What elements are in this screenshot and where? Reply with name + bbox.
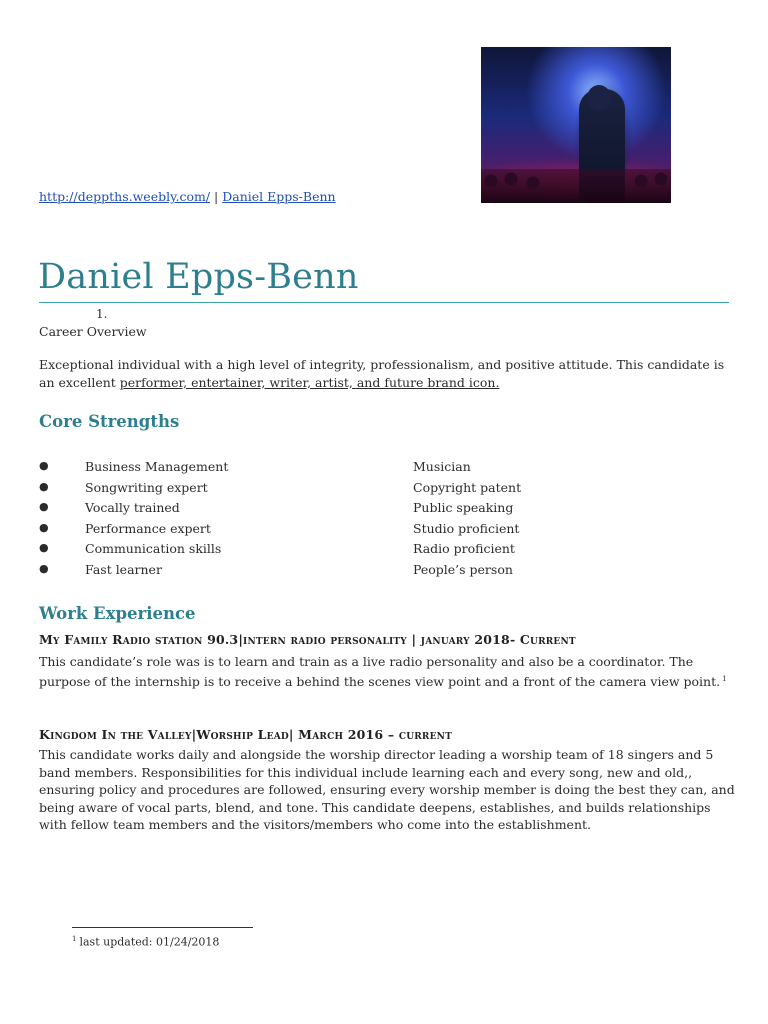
strength-left: Songwriting expert [85,480,208,495]
list-item [39,459,739,479]
strength-left: Vocally trained [85,500,180,515]
strength-right: Studio proficient [413,521,520,536]
footnote-number: 1 [72,935,77,943]
bullet-icon: ● [39,500,49,513]
strength-left: Business Management [85,459,229,474]
title-divider [39,302,729,303]
footnote [72,935,219,949]
career-overview-text-plain: Exceptional individual with a high level of integrity, professionalism, and positive attitude. This candidate is an excellent [39,357,725,390]
name-link[interactable]: Daniel Epps-Benn [222,189,336,204]
strength-right: Radio proficient [413,541,515,556]
strength-right: People’s person [413,562,513,577]
crowd-silhouette [481,169,671,203]
strength-left: Fast learner [85,562,162,577]
footnote-text: last updated: 01/24/2018 [79,935,220,949]
website-link[interactable]: http://deppths.weebly.com/ [39,189,211,204]
bullet-icon: ● [39,562,49,575]
job-description-text: This candidate’s role was is to learn and train as a live radio personality and also be a coordinator. The purpose of the internship is to receive a behind the scenes view point and a front of the camera view point. [39,654,721,689]
job-title: Kingdom In the Valley|Worship Lead| March 2016 – current [39,727,452,742]
bullet-icon: ● [39,480,49,493]
list-item [39,500,739,520]
strength-right: Musician [413,459,471,474]
link-separator: | [214,189,219,204]
header-links [39,189,336,204]
strength-left: Communication skills [85,541,222,556]
core-strengths-heading: Core Strengths [39,412,180,431]
career-overview-text [39,356,739,391]
footnote-divider [72,927,253,928]
career-overview-label: Career Overview [39,324,147,339]
bullet-icon: ● [39,521,49,534]
strength-right: Public speaking [413,500,514,515]
job-description [39,653,739,690]
strength-right: Copyright patent [413,480,522,495]
footnote-ref[interactable]: 1 [722,674,727,683]
list-item [39,480,739,500]
list-item [39,562,739,582]
list-item [39,541,739,561]
job-description: This candidate works daily and alongside the worship director leading a worship team of 18 singers and 5 band members. Responsibilities for this individual include learning each and every song, new and old,, ensuring policy and procedures are followed, ensuring every worship member is doing the best they can, and being aware of vocal parts, blend, and tone. This candidate deepens, establishes, and builds relationships with fellow team members and the visitors/members who come into the establishment. [39,747,735,832]
profile-photo [481,47,671,203]
bullet-icon: ● [39,459,49,472]
list-item [39,521,739,541]
performer-head [587,85,611,111]
bullet-icon: ● [39,541,49,554]
work-experience-heading: Work Experience [39,604,196,623]
list-number: 1. [96,307,108,321]
career-overview-text-underlined: performer, entertainer, writer, artist, and future brand icon. [119,374,500,390]
page-title: Daniel Epps-Benn [38,257,359,297]
job-title: My Family Radio station 90.3|intern radio personality | january 2018- Current [39,632,576,647]
strength-left: Performance expert [85,521,211,536]
